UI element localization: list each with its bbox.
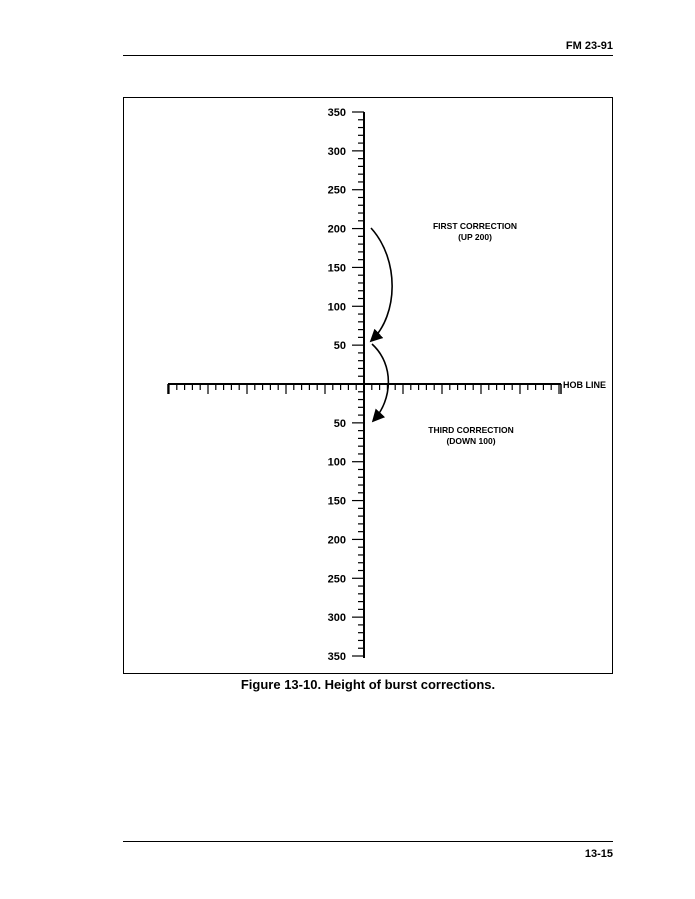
first-correction-line2: (UP 200): [458, 232, 492, 242]
hob-line-label: HOB LINE: [563, 380, 607, 390]
vertical-scale-label-down: 300: [327, 612, 346, 625]
vertical-scale-label-down: 200: [327, 534, 346, 547]
vertical-scale-label-down: 50: [333, 417, 346, 430]
vertical-scale-label-up: 100: [327, 301, 346, 314]
vertical-scale-label-up: 150: [327, 262, 346, 275]
horizontal-hob-scale: [168, 384, 561, 394]
vertical-scale-label-down: 250: [327, 573, 346, 586]
third-correction-line1: THIRD CORRECTION: [428, 425, 514, 435]
third-correction-annotation: [396, 425, 546, 447]
third-correction-line2: (DOWN 100): [446, 436, 496, 446]
vertical-scale-label-up: 350: [327, 107, 346, 119]
figure-caption: Figure 13-10. Height of burst corrections.: [240, 677, 496, 692]
vertical-scale-label-up: 200: [327, 223, 346, 236]
vertical-scale-label-down: 350: [327, 651, 346, 663]
first-correction-arrow: [371, 228, 392, 340]
page-number: 13-15: [584, 848, 613, 860]
third-correction-arrow: [372, 344, 388, 420]
vertical-scale-label-up: 50: [333, 340, 346, 353]
first-correction-line1: FIRST CORRECTION: [432, 221, 518, 231]
vertical-scale-label-up: 300: [327, 145, 346, 158]
document-id: FM 23-91: [565, 40, 613, 52]
vertical-scale-label-down: 150: [327, 495, 346, 508]
vertical-scale-label-down: 100: [327, 456, 346, 469]
vertical-scale-label-up: 250: [327, 184, 346, 197]
footer-rule: [123, 841, 613, 842]
first-correction-annotation: [400, 221, 550, 243]
